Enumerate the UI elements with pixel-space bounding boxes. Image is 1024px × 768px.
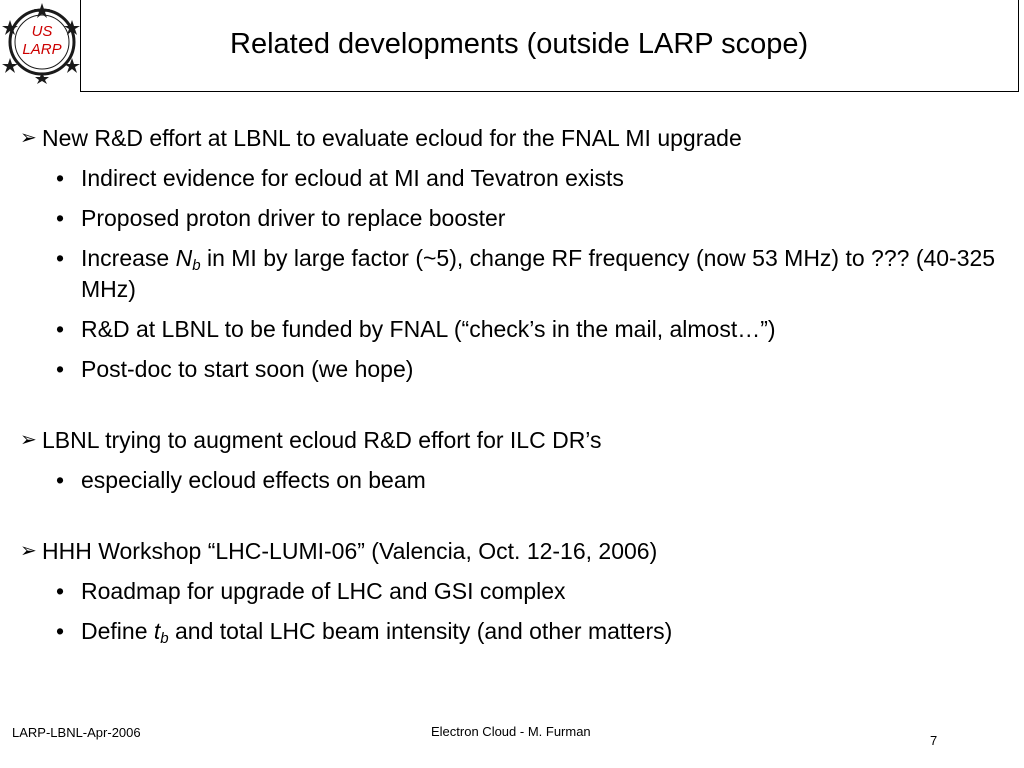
symbol-subscript-b: b bbox=[192, 257, 201, 274]
list-item bbox=[20, 203, 1010, 234]
list-item bbox=[20, 314, 1010, 345]
list-item-text-pre: Define bbox=[81, 618, 154, 644]
list-item bbox=[20, 616, 1010, 647]
list-item-text: Indirect evidence for ecloud at MI and Tevatron exists bbox=[81, 165, 624, 191]
dot-bullet-icon: • bbox=[56, 467, 65, 493]
list-item bbox=[20, 576, 1010, 607]
list-item-text-post: in MI by large factor (~5), change RF frequency (now 53 MHz) to ??? (40-325 MHz) bbox=[81, 245, 996, 302]
list-item-text-post: and total LHC beam intensity (and other matters) bbox=[168, 618, 673, 644]
slide-title: Related developments (outside LARP scope) bbox=[230, 28, 809, 60]
section-heading bbox=[20, 535, 1010, 567]
footer-left: LARP-LBNL-Apr-2006 bbox=[12, 725, 141, 740]
symbol-t: t bbox=[153, 618, 161, 644]
dot-bullet-icon: • bbox=[56, 165, 65, 191]
arrow-bullet-icon: ➢ bbox=[20, 429, 37, 451]
page-number: 7 bbox=[930, 733, 938, 748]
list-item-text: Post-doc to start soon (we hope) bbox=[81, 356, 414, 382]
list-item bbox=[20, 163, 1010, 194]
logo-larp-text: LARP bbox=[22, 41, 62, 58]
section-heading-text: LBNL trying to augment ecloud R&D effort for ILC DR’s bbox=[42, 427, 602, 453]
symbol-n: N bbox=[175, 245, 193, 271]
list-item-text: Roadmap for upgrade of LHC and GSI complex bbox=[81, 578, 566, 604]
list-item-text: especially ecloud effects on beam bbox=[81, 467, 426, 493]
list-item-text-pre: Increase bbox=[81, 245, 176, 271]
dot-bullet-icon: • bbox=[56, 205, 65, 231]
symbol-subscript-b: b bbox=[160, 630, 169, 647]
logo-us-text: US bbox=[31, 23, 53, 40]
arrow-bullet-icon: ➢ bbox=[20, 540, 37, 562]
us-larp-logo bbox=[0, 0, 84, 84]
list-item bbox=[20, 465, 1010, 496]
list-item bbox=[20, 354, 1010, 385]
dot-bullet-icon: • bbox=[56, 316, 65, 342]
list-item-text: R&D at LBNL to be funded by FNAL (“check’s in the mail, almost…”) bbox=[81, 316, 776, 342]
slide-content bbox=[20, 118, 1010, 647]
arrow-bullet-icon: ➢ bbox=[20, 127, 37, 149]
section-heading-text: New R&D effort at LBNL to evaluate ecloud for the FNAL MI upgrade bbox=[42, 125, 742, 151]
dot-bullet-icon: • bbox=[56, 245, 65, 271]
dot-bullet-icon: • bbox=[56, 578, 65, 604]
section-heading-text: HHH Workshop “LHC-LUMI-06” (Valencia, Oct. 12-16, 2006) bbox=[42, 538, 658, 564]
list-item bbox=[20, 243, 1010, 305]
footer-center: Electron Cloud - M. Furman bbox=[431, 724, 591, 739]
dot-bullet-icon: • bbox=[56, 618, 65, 644]
section-heading bbox=[20, 424, 1010, 456]
list-item-text: Proposed proton driver to replace booster bbox=[81, 205, 506, 231]
dot-bullet-icon: • bbox=[56, 356, 65, 382]
section-heading bbox=[20, 122, 1010, 154]
